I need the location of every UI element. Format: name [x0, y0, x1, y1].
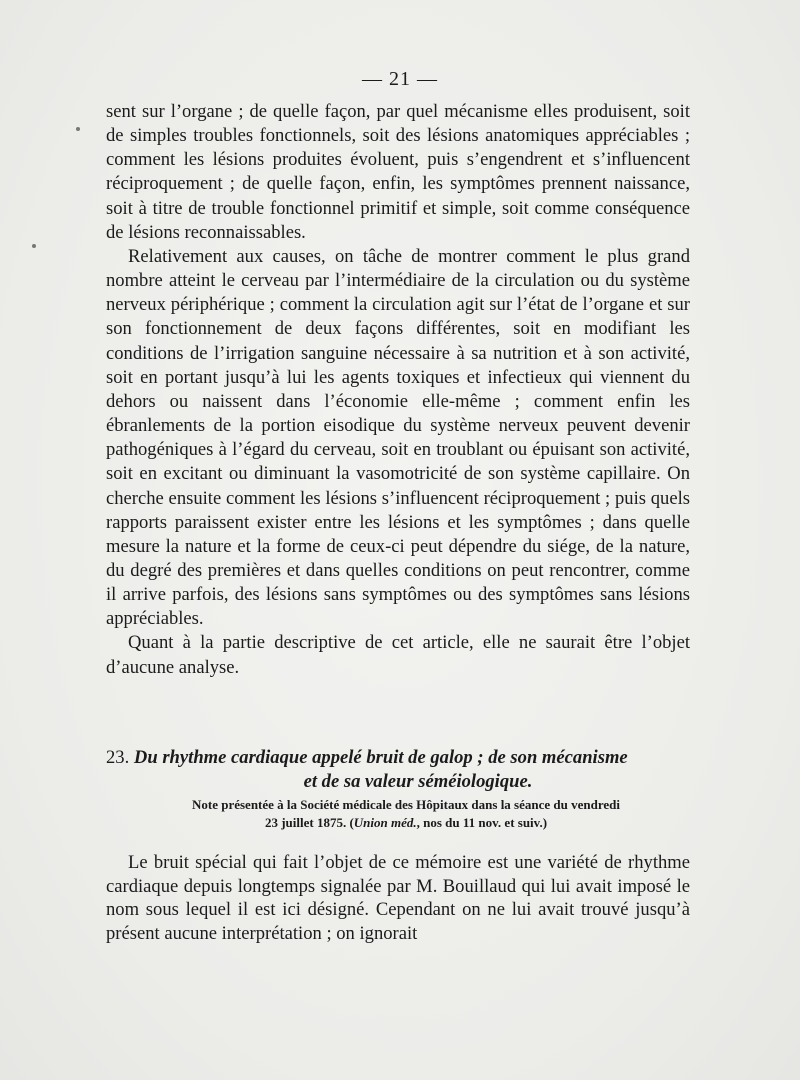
- paper-speck: [76, 127, 80, 131]
- section-note: [146, 796, 666, 832]
- section-heading: [106, 746, 706, 794]
- paper-speck: [32, 244, 36, 248]
- section-number: 23.: [106, 747, 130, 768]
- page-number: — 21 —: [362, 68, 438, 90]
- note-line1: Note présentée à la Société médicale des Hôpitaux dans la séance du vendredi: [191, 797, 620, 812]
- note-line2-start: 23 juillet 1875. (: [264, 815, 354, 830]
- section-title-line2: et de sa valeur séméiologique.: [303, 771, 533, 792]
- paragraph-galop: Le bruit spécial qui fait l’objet de ce mémoire est une variété de rhythme cardiaque depuis longtemps signalée par M. Bouillaud qui lui avait imposé le nom sous lequel il est ici désigné. Cependant on ne lui avait trouvé jusqu’à présent aucune interprétation ; on ignorait: [106, 852, 690, 944]
- note-line2-end: , nos du 11 nov. et suiv.): [416, 815, 548, 830]
- body-text-lower: [106, 851, 690, 945]
- paragraph-causes: Relativement aux causes, on tâche de montrer comment le plus grand nombre atteint le cerveau par l’intermédiaire de la circulation ou du système nerveux périphérique ; comment la circulation agit sur l’état de l’organe et sur son fonctionnement de deux façons différentes, soit en modifiant les conditions de l’irrigation sanguine nécessaire à sa nutrition et à son activité, soit en portant jusqu’à lui les agents toxiques et infectieux qui viennent du dehors ou naissent dans l’économie elle-même ; comment enfin les ébranlements de la portion eisodique du système nerveux peuvent devenir pathogéniques à l’égard du cerveau, soit en troublant ou épuisant son activité, soit en excitant ou diminuant la vasomotricité de son système capillaire. On cherche ensuite comment les lésions s’influencent réciproquement ; puis quels rapports paraissent exister entre les lésions et les symptômes ; dans quelle mesure la nature et la forme de ceux-ci peut dépendre du siége, de la nature, du degré des premières et dans quelles conditions on peut rencontrer, comme il arrive parfois, des lésions sans symptômes ou des symptômes sans lésions appréciables.: [106, 245, 690, 630]
- section-title-line1: Du rhythme cardiaque appelé bruit de galop ; de son mécanisme: [133, 747, 628, 768]
- paragraph-descriptive: Quant à la partie descriptive de cet article, elle ne saurait être l’objet d’aucune analyse.: [106, 632, 690, 678]
- note-journal: Union méd.: [353, 815, 417, 830]
- paragraph-causes-intro: sent sur l’organe ; de quelle façon, par quel mécanisme elles produisent, soit de simples troubles fonctionnels, soit des lésions anatomiques appréciables ; comment les lésions produites évoluent, puis s’engendrent et s’influencent réciproquement ; de quelle façon, enfin, les symptômes prennent naissance, soit à titre de trouble fonctionnel primitif et simple, soit comme conséquence de lésions reconnaissables.: [106, 101, 690, 243]
- body-text-upper: [106, 100, 690, 680]
